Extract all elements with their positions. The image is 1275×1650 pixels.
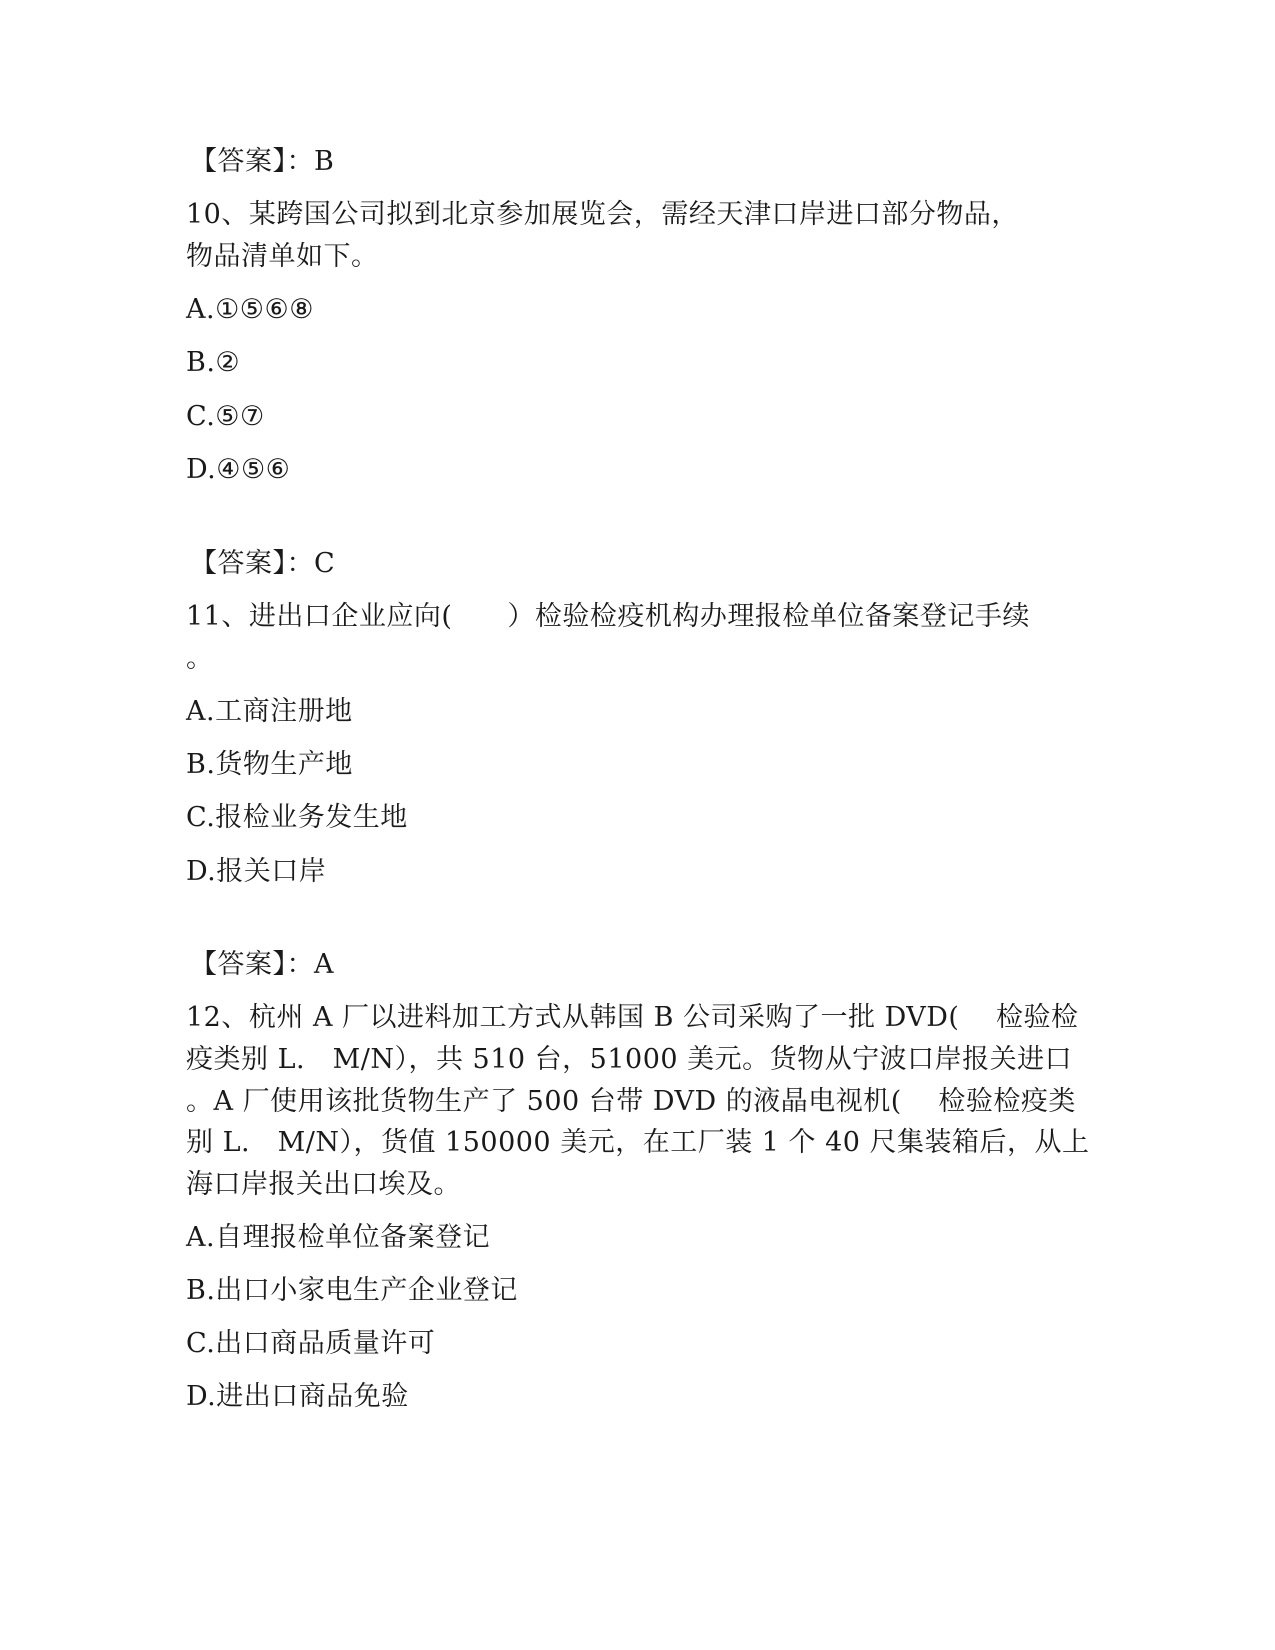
question-text-line: 物品清单如下。 <box>186 241 379 272</box>
option-a: A.自理报检单位备案登记 <box>186 1222 491 1253</box>
option-d: D.④⑤⑥ <box>186 454 291 485</box>
question-text-line: 12、杭州 A 厂以进料加工方式从韩国 B 公司采购了一批 DVD( 检验检 <box>186 1002 1079 1033</box>
option-b: B.② <box>186 347 241 378</box>
option-c: C.⑤⑦ <box>186 401 265 432</box>
option-d: D.报关口岸 <box>186 856 327 887</box>
answer-line: 【答案】：A <box>190 949 334 980</box>
question-text-line: 10、某跨国公司拟到北京参加展览会，需经天津口岸进口部分物品， <box>186 199 1019 230</box>
question-text-line: 海口岸报关出口埃及。 <box>186 1169 461 1200</box>
option-c: C.报检业务发生地 <box>186 802 408 833</box>
answer-line: 【答案】：C <box>190 548 336 579</box>
question-text-line: 。 <box>186 643 214 674</box>
answer-line: 【答案】：B <box>190 146 335 177</box>
question-text-line: 11、进出口企业应向( ）检验检疫机构办理报检单位备案登记手续 <box>186 601 1030 632</box>
option-b: B.出口小家电生产企业登记 <box>186 1275 518 1306</box>
question-text-line: 别 L. M/N），货值 150000 美元，在工厂装 1 个 40 尺集装箱后，从上 <box>186 1127 1090 1158</box>
question-text-line: 疫类别 L. M/N），共 510 台，51000 美元。货物从宁波口岸报关进口 <box>186 1044 1073 1075</box>
question-text-line: 。A 厂使用该批货物生产了 500 台带 DVD 的液晶电视机( 检验检疫类 <box>186 1086 1076 1117</box>
option-a: A.①⑤⑥⑧ <box>186 294 314 325</box>
option-d: D.进出口商品免验 <box>186 1381 409 1412</box>
option-b: B.货物生产地 <box>186 749 353 780</box>
option-a: A.工商注册地 <box>186 696 353 727</box>
option-c: C.出口商品质量许可 <box>186 1328 436 1359</box>
